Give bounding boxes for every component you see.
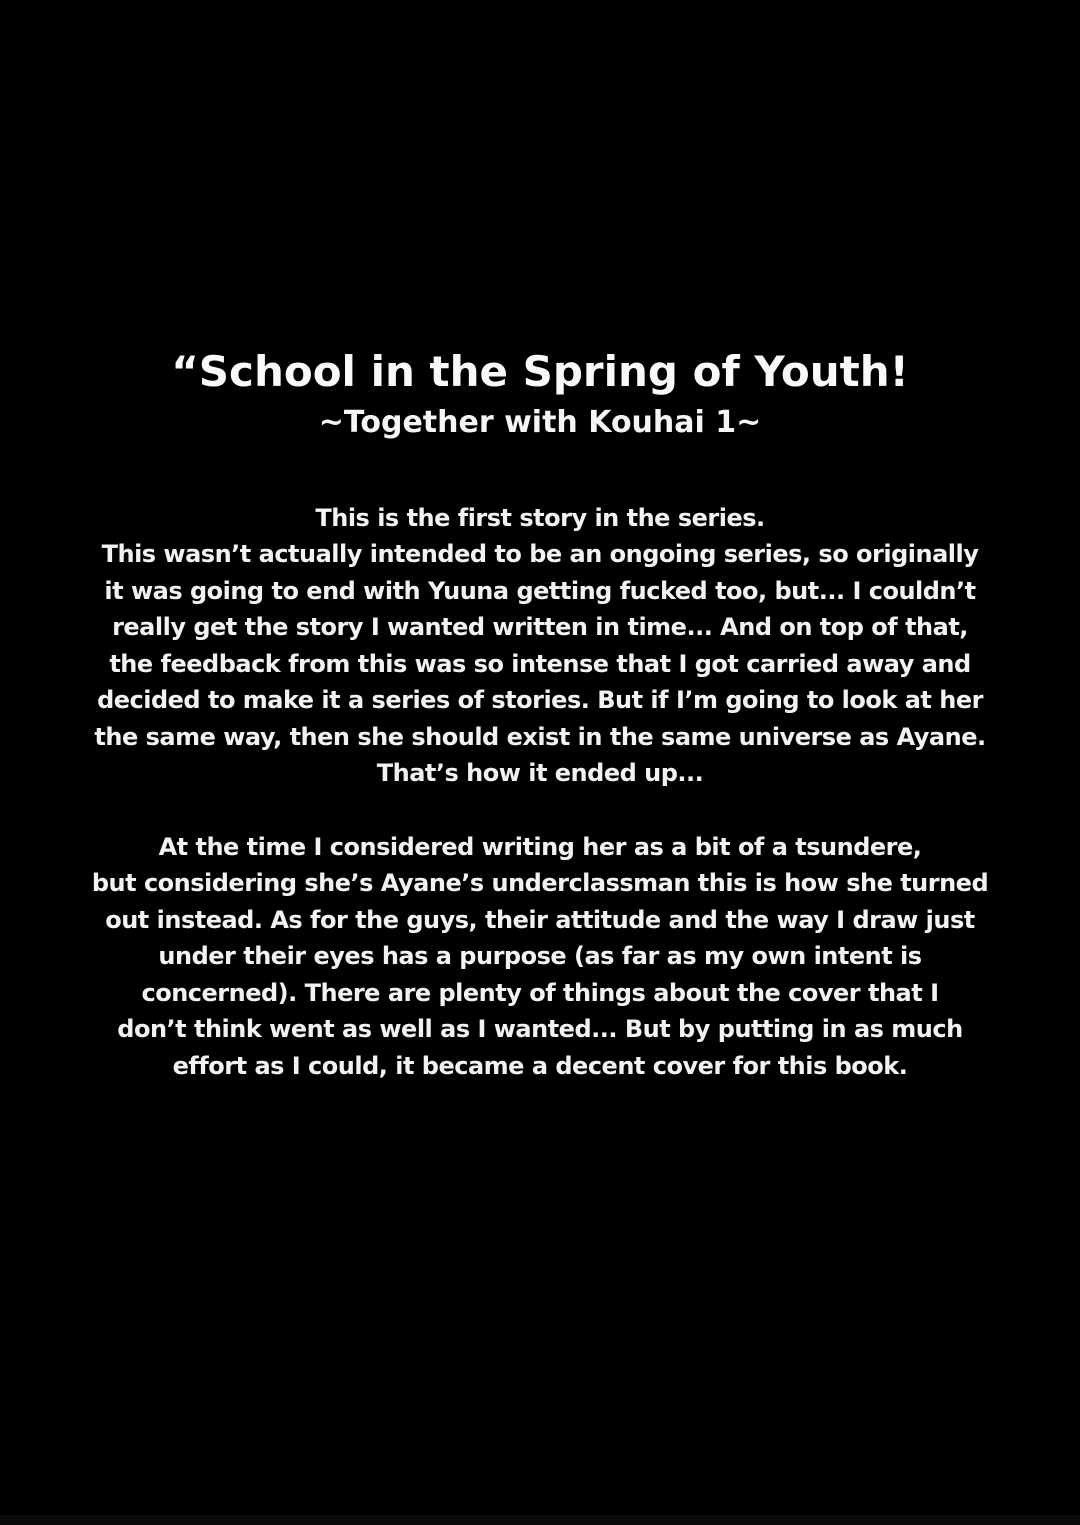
text-line: concerned). There are plenty of things about the cover that I (141, 978, 939, 1007)
text-line: really get the story I wanted written in time... And on top of that, (112, 613, 968, 641)
page-subtitle: ~Together with Kouhai 1~ (318, 404, 762, 440)
text-line: the feedback from this was so intense that I got carried away and (109, 649, 971, 678)
page-title: “School in the Spring of Youth! (171, 347, 909, 396)
text-line: This is the first story in the series. (315, 503, 765, 532)
text-line: decided to make it a series of stories. But if I’m going to look at her (97, 686, 983, 714)
text-line: it was going to end with Yuuna getting fucked too, but... I couldn’t (104, 576, 976, 605)
text-line: That’s how it ended up... (376, 759, 704, 787)
text-line: but considering she’s Ayane’s underclassman this is how she turned (91, 869, 989, 897)
afterword-paragraph-1 (40, 500, 1040, 792)
text-line: This wasn’t actually intended to be an ongoing series, so originally (101, 540, 979, 568)
text-line: effort as I could, it became a decent cover for this book. (172, 1051, 908, 1080)
page-bottom-edge (0, 1515, 1080, 1525)
text-line: the same way, then she should exist in the same universe as Ayane. (94, 722, 986, 751)
text-line: under their eyes has a purpose (as far as my own intent is (158, 942, 922, 970)
afterword-paragraph-2 (40, 829, 1040, 1085)
text-line: At the time I considered writing her as a bit of a tsundere, (158, 832, 922, 861)
text-line: don’t think went as well as I wanted... But by putting in as much (117, 1015, 963, 1043)
text-line: out instead. As for the guys, their attitude and the way I draw just (105, 905, 975, 934)
